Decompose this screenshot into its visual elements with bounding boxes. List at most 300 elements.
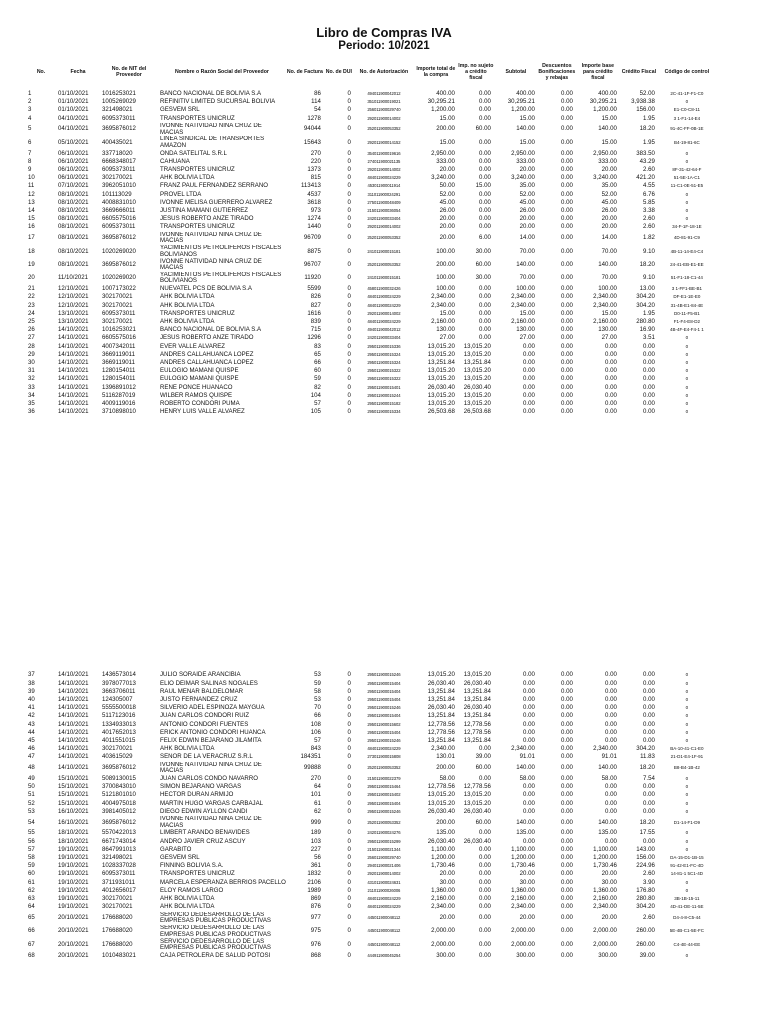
table-cell: 0 [347, 764, 351, 772]
table-cell: 2,160.00 [593, 318, 617, 325]
table-row [26, 115, 716, 123]
table-cell: 52.00 [639, 90, 655, 97]
table-cell: 48 [28, 764, 35, 772]
table-cell: 62 [28, 886, 35, 894]
table-cell: 0 [347, 696, 351, 704]
table-cell: 58 [28, 854, 35, 862]
table-cell: 0.00 [479, 903, 491, 911]
table-cell: 14/10/2021 [58, 671, 89, 679]
column-header: Crédito Fiscal [621, 68, 657, 75]
table-cell: 18.20 [639, 125, 655, 133]
table-cell: 0.00 [643, 687, 655, 695]
table-cell: 0.00 [561, 359, 573, 367]
table-cell: 0.00 [605, 350, 617, 358]
table-cell: 2 [28, 98, 32, 106]
table-cell: D1-14-F1-D9 [673, 819, 700, 825]
table-cell: 6095373011 [102, 166, 136, 173]
table-cell: 827 [310, 301, 321, 309]
table-cell: TRANSPORTES UNICRUZ [160, 114, 235, 122]
table-cell: TRANSPORTES UNICRUZ [160, 870, 235, 878]
table-cell: 14/10/2021 [58, 753, 89, 761]
table-cell: 0.00 [561, 318, 573, 325]
table-cell: 826 [310, 293, 321, 301]
table-cell: 8647991013 [102, 845, 136, 853]
table-row [26, 762, 716, 775]
table-cell: 99888 [303, 764, 321, 772]
table-cell: 3669119011 [102, 350, 135, 358]
table-cell: 0.00 [643, 359, 655, 367]
table-cell: AHK BOLIVIA LTDA [160, 301, 215, 309]
table-cell: 333.00 [516, 157, 535, 165]
table-cell: 1,360.00 [431, 886, 455, 894]
table-cell: 0.00 [561, 198, 573, 206]
table-cell: 0 [347, 391, 351, 399]
table-row [26, 375, 716, 383]
table-cell: 130.01 [436, 753, 455, 761]
table-cell: 52.00 [601, 190, 617, 198]
table-cell: 321498021 [102, 854, 133, 862]
table-cell: 70 [314, 704, 321, 712]
table-cell: 0 [347, 149, 351, 157]
table-cell: TRANSPORTES UNICRUZ [160, 309, 235, 317]
table-cell: 140.00 [598, 260, 617, 268]
table-cell: 156.00 [636, 106, 655, 114]
table-cell: 0 [347, 791, 351, 799]
table-row [26, 293, 716, 301]
table-cell: 3695876012 [102, 818, 136, 826]
table-cell: 304.20 [636, 293, 655, 301]
table-cell: 1,100.00 [511, 845, 535, 853]
table-cell: 20.00 [439, 870, 455, 878]
table-cell: 0.00 [605, 728, 617, 736]
table-cell: 56 [314, 854, 321, 862]
table-cell: 28 [28, 342, 35, 350]
table-cell: 39.00 [475, 753, 491, 761]
table-cell: 0 [347, 293, 351, 301]
table-cell: 0.00 [643, 712, 655, 720]
table-cell: 6.00 [479, 234, 491, 242]
table-cell: 0.00 [561, 367, 573, 375]
table-cell: 2,160.00 [431, 895, 455, 903]
table-cell: 0.00 [605, 671, 617, 679]
table-cell: 13,251.84 [427, 737, 455, 745]
table-cell: 14/10/2021 [58, 342, 89, 350]
table-cell: 6095373011 [102, 114, 136, 122]
table-cell: 15.00 [439, 114, 455, 122]
table-cell: 715 [310, 326, 321, 334]
table-row [26, 671, 716, 679]
table-cell: 0.00 [523, 783, 535, 791]
table-cell: 15/10/2021 [58, 783, 89, 791]
table-row [26, 680, 716, 688]
table-cell: 0 [685, 158, 689, 164]
table-cell: 280.80 [636, 318, 655, 325]
table-row [26, 696, 716, 704]
table-cell: 0.00 [479, 114, 491, 122]
table-cell: 0.00 [479, 293, 491, 301]
table-cell: 1832 [307, 870, 321, 878]
table-cell: 0.00 [479, 829, 491, 837]
table-cell: 27.00 [601, 334, 617, 342]
table-cell: 11/10/2021 [58, 274, 89, 282]
table-cell: 13,015.20 [463, 400, 491, 408]
period-subtitle: Periodo: 10/2021 [338, 40, 430, 52]
table-cell: 39.00 [639, 951, 655, 959]
table-cell: 27.00 [439, 334, 455, 342]
table-row [26, 232, 716, 245]
table-cell: 05/10/2021 [58, 138, 89, 146]
table-cell: 0.00 [643, 342, 655, 350]
table-cell: 20.00 [601, 215, 617, 223]
table-cell: 1005269029 [102, 98, 136, 106]
table-cell: 6.76 [643, 190, 655, 198]
table-cell: 484011900024229 [367, 904, 401, 910]
table-cell: 19/10/2021 [58, 886, 89, 894]
table-cell: 3695876012 [102, 260, 136, 268]
table-cell: 0.00 [479, 775, 491, 783]
table-cell: TRANSPORTES UNICRUZ [160, 166, 235, 173]
table-row [26, 123, 716, 136]
table-cell: 06/10/2021 [58, 149, 89, 157]
table-cell: BA-10-41-C1-E0 [670, 746, 704, 752]
table-cell: 0.00 [643, 671, 655, 679]
table-cell: FINNING BOLIVIA S.A. [160, 862, 224, 870]
table-cell: TRANSPORTES UNICRUZ [160, 223, 235, 231]
table-cell: 0 [347, 383, 351, 391]
table-cell: 0.00 [561, 687, 573, 695]
table-cell: 3962051010 [102, 182, 136, 190]
table-cell: 0.00 [479, 895, 491, 903]
table-cell: 14/10/2021 [58, 359, 89, 367]
table-cell: 0.00 [643, 783, 655, 791]
table-cell: 275011900048409 [367, 199, 401, 205]
table-cell: 08/10/2021 [58, 190, 89, 198]
table-cell: 0.00 [561, 125, 573, 133]
table-cell: 494011900042012 [367, 91, 401, 96]
table-cell: 0.00 [523, 400, 535, 408]
table-cell: 839 [310, 318, 321, 325]
table-cell: 26,503.68 [463, 408, 491, 416]
table-cell: 292011900014002 [367, 224, 401, 230]
table-cell: 0 [347, 375, 351, 383]
column-header: No. de Factura [286, 68, 323, 75]
table-cell: 260.00 [636, 927, 655, 935]
table-cell: 333.00 [598, 157, 617, 165]
table-cell: 241011900015181 [367, 275, 401, 281]
table-cell: 0.00 [523, 696, 535, 704]
table-cell: 19/10/2021 [58, 895, 89, 903]
table-cell: 19/10/2021 [58, 870, 89, 878]
table-cell: 12/10/2021 [58, 301, 89, 309]
table-cell: 0.00 [561, 157, 573, 165]
table-cell: 0 [347, 182, 351, 190]
table-cell: 13,015.20 [427, 671, 455, 679]
table-cell: 1373 [307, 166, 321, 173]
table-cell: 01/10/2021 [58, 106, 89, 114]
table-cell: 215011900022379 [367, 776, 401, 782]
table-cell: 6095373011 [102, 309, 136, 317]
table-cell: 55 [28, 829, 35, 837]
table-row [26, 729, 716, 737]
table-cell: 01/10/2021 [58, 98, 89, 106]
table-cell: 252011900053352 [367, 235, 401, 241]
table-cell: 1,730.46 [511, 862, 535, 870]
table-cell: 0.00 [523, 671, 535, 679]
table-row [26, 870, 716, 878]
table-cell: 57 [28, 845, 35, 853]
table-cell: 3618 [307, 198, 321, 206]
table-cell: 295011900015404 [367, 680, 401, 686]
table-cell: 0.00 [523, 728, 535, 736]
column-header: Imp. no sujeto a crédito fiscal [458, 62, 494, 82]
column-header: No. de DUI [325, 68, 352, 75]
table-cell: IVONNE NATIVIDAD NINA CRUZ DE MACIAS [160, 761, 262, 775]
table-cell: 94044 [303, 125, 321, 133]
table-cell: 0.00 [561, 98, 573, 106]
table-cell: B8-B4-1B-42 [673, 765, 700, 771]
table-cell: 200.00 [436, 125, 455, 133]
table-cell: 0.00 [561, 862, 573, 870]
table-row [26, 302, 716, 310]
table-cell: AHK BOLIVIA LTDA [160, 174, 215, 182]
table-cell: 3700843010 [102, 783, 136, 791]
table-cell: 4004975018 [102, 799, 136, 807]
table-cell: 0.00 [561, 712, 573, 720]
table-cell: 0 [685, 216, 689, 222]
table-cell: 300.00 [436, 951, 455, 959]
table-cell: 20.00 [519, 166, 535, 173]
table-cell: 13,251.84 [463, 696, 491, 704]
table-cell: 04/10/2021 [58, 114, 89, 122]
table-cell: 484011900024229 [367, 319, 401, 324]
table-cell: 34 [28, 391, 35, 399]
table-cell: 0 [685, 392, 689, 398]
table-cell: 13.00 [639, 285, 655, 293]
table-row [26, 318, 716, 326]
table-cell: 61 [314, 799, 321, 807]
table-cell: 295011900015182 [367, 401, 401, 407]
table-cell: 20.00 [439, 913, 455, 921]
table-cell: 12/10/2021 [58, 293, 89, 301]
page-title: Libro de Compras IVA [316, 25, 452, 40]
table-cell: 26.00 [439, 207, 455, 215]
table-cell: 67 [28, 940, 35, 948]
table-cell: 1,100.00 [593, 845, 617, 853]
table-cell: 140.00 [598, 125, 617, 133]
table-cell: 0.00 [561, 886, 573, 894]
table-cell: 04/10/2021 [58, 125, 89, 133]
table-cell: 30.00 [475, 274, 491, 282]
table-cell: 5117123016 [102, 712, 136, 720]
table-cell: 0.00 [605, 791, 617, 799]
table-cell: 0.00 [605, 679, 617, 687]
table-cell: 0.00 [523, 807, 535, 815]
table-cell: 0.00 [561, 391, 573, 399]
table-cell: 0.00 [561, 342, 573, 350]
table-cell: 211011900026006 [367, 887, 401, 893]
table-row [26, 158, 716, 166]
table-cell: 0.00 [523, 408, 535, 416]
table-cell: 3 1-FF1-BE-B1 [671, 286, 702, 292]
table-cell: 59 [314, 375, 321, 383]
table-cell: 0.00 [561, 166, 573, 173]
table-cell: 15.00 [601, 114, 617, 122]
table-cell: 14/10/2021 [58, 367, 89, 375]
table-cell: 0.00 [561, 383, 573, 391]
table-cell: 0 [347, 886, 351, 894]
table-cell: 06/10/2021 [58, 174, 89, 182]
table-cell: 01/10/2021 [58, 90, 89, 97]
table-cell: GARABITO [160, 845, 192, 853]
table-cell: 66 [314, 359, 321, 367]
table-cell: 15643 [303, 138, 321, 146]
table-cell: 20.00 [601, 223, 617, 231]
table-cell: 1 [28, 90, 32, 97]
table-cell: 6 [28, 138, 32, 146]
table-cell: 0.00 [561, 138, 573, 146]
table-cell: 4012656017 [102, 886, 136, 894]
table-cell: 445011900048112 [367, 928, 401, 934]
table-cell: 3669119011 [102, 359, 135, 367]
table-cell: 3.90 [643, 878, 655, 886]
table-cell: 0 [347, 845, 351, 853]
table-row [26, 351, 716, 359]
table-cell: ONDA SATELITAL S.R.L [160, 149, 227, 157]
table-cell: 295011900015404 [367, 713, 401, 719]
table-cell: 1280154011 [102, 367, 136, 375]
table-cell: 70.00 [601, 274, 617, 282]
table-cell: 50.00 [439, 182, 455, 190]
table-cell: 1,200.00 [511, 106, 535, 114]
table-cell: 4011551015 [102, 737, 136, 745]
table-cell: 0 [685, 688, 689, 694]
table-cell: JESUS ROBERTO ANZE TIRADO [160, 334, 254, 342]
table-cell: 0 [347, 903, 351, 911]
table-cell: 135.00 [598, 829, 617, 837]
table-cell: 130.00 [516, 326, 535, 334]
table-cell: 100.00 [436, 274, 455, 282]
table-cell: 0.00 [479, 326, 491, 334]
table-cell: 300.00 [598, 951, 617, 959]
table-cell: 0 [685, 199, 689, 205]
table-cell: 252011900053352 [367, 126, 401, 132]
table-cell: 140.00 [598, 818, 617, 826]
table-cell: 0 [685, 409, 689, 415]
table-cell: 14/10/2021 [58, 712, 89, 720]
table-cell: 20.00 [519, 913, 535, 921]
table-row [26, 838, 716, 846]
table-cell: 400.00 [598, 90, 617, 97]
table-cell: 295011900015324 [367, 351, 401, 357]
table-cell: 484011900024229 [367, 294, 401, 300]
table-row [26, 688, 716, 696]
table-cell: 60.00 [475, 764, 491, 772]
table-cell: JUSTO FERNANDEZ CRUZ [160, 696, 238, 704]
table-cell: BANCO NACIONAL DE BOLIVIA S.A [160, 90, 262, 97]
table-cell: 19/10/2021 [58, 845, 89, 853]
table-cell: 445011900048112 [367, 914, 401, 920]
table-cell: 13,015.20 [463, 375, 491, 383]
column-header: Nombre o Razón Social del Proveedor [174, 68, 269, 75]
table-cell: 0 [347, 940, 351, 948]
table-cell: 14/10/2021 [58, 334, 89, 342]
table-row [26, 223, 716, 231]
table-cell: 1989 [307, 886, 321, 894]
table-cell: 0.00 [561, 309, 573, 317]
table-cell: 0.00 [561, 791, 573, 799]
table-cell: 3,240.00 [511, 174, 535, 182]
table-cell: 33 [28, 383, 35, 391]
table-cell: 876 [310, 903, 321, 911]
table-cell: 26,030.40 [427, 679, 455, 687]
table-cell: 2,340.00 [593, 903, 617, 911]
table-cell: D4-4-8-C5-44 [673, 914, 701, 920]
table-cell: 18/10/2021 [58, 829, 89, 837]
table-row [26, 199, 716, 207]
table-cell: 270 [310, 149, 321, 157]
table-cell: 295011900015404 [367, 697, 401, 703]
table-cell: 0 [685, 830, 689, 836]
table-header [26, 54, 716, 90]
table-cell: 14/10/2021 [58, 400, 89, 408]
table-cell: 0 [685, 376, 689, 382]
table-cell: 2,340.00 [511, 903, 535, 911]
table-cell: 302170021 [102, 745, 133, 753]
table-row [26, 310, 716, 318]
table-cell: 08/10/2021 [58, 260, 89, 268]
table-cell: NUEVATEL PCS DE BOLIVIA S.A [160, 285, 252, 293]
table-cell: 45 [28, 737, 35, 745]
table-cell: RAUL MENAR BALDELOMAR [160, 687, 244, 695]
table-cell: 41 [28, 704, 35, 712]
table-cell: 20.00 [439, 223, 455, 231]
table-cell: 302170021 [102, 903, 133, 911]
table-cell: 130.00 [436, 326, 455, 334]
table-cell: 5E-4B-C1-5E-FC [669, 928, 704, 934]
table-cell: 7 [28, 149, 32, 157]
table-cell: 21-D1-E4-1F-91 [670, 754, 704, 760]
table-cell: 0 [685, 401, 689, 407]
table-cell: 07/10/2021 [58, 182, 89, 190]
table-cell: 4007342011 [102, 342, 136, 350]
table-cell: 82 [314, 383, 321, 391]
purchases-table [26, 54, 716, 960]
table-cell: 484011900024229 [367, 896, 401, 902]
table-cell: 0.00 [561, 207, 573, 215]
table-cell: 0 [685, 351, 689, 357]
table-cell: 292011900014002 [367, 167, 401, 172]
table-cell: IVONNE NATIVIDAD NINA CRUZ DE MACIAS [160, 122, 262, 136]
column-header: No. [36, 68, 46, 75]
table-cell: 13,015.20 [463, 391, 491, 399]
table-cell: 12,778.56 [463, 783, 491, 791]
table-cell: 63 [28, 895, 35, 903]
table-cell: 295011900015324 [367, 360, 401, 366]
table-cell: 1.95 [643, 138, 655, 146]
table-cell: SERVICIO DEDESARROLLO DE LAS EMPRESAS PUBLICAS PRODUCTIVAS [160, 938, 271, 951]
table-cell: 0.00 [561, 895, 573, 903]
table-cell: 0 [685, 335, 689, 341]
table-cell: 0.00 [643, 383, 655, 391]
table-cell: 113413 [300, 182, 321, 190]
table-cell: 54 [314, 106, 321, 114]
table-cell: SERVICIO DEDESARROLLO DE LAS EMPRESAS PUBLICAS PRODUCTIVAS [160, 924, 271, 938]
table-cell: 156.00 [636, 854, 655, 862]
table-row [26, 258, 716, 271]
table-cell: 0 [347, 775, 351, 783]
table-cell: 0.00 [479, 90, 491, 97]
table-cell: 35.00 [601, 182, 617, 190]
